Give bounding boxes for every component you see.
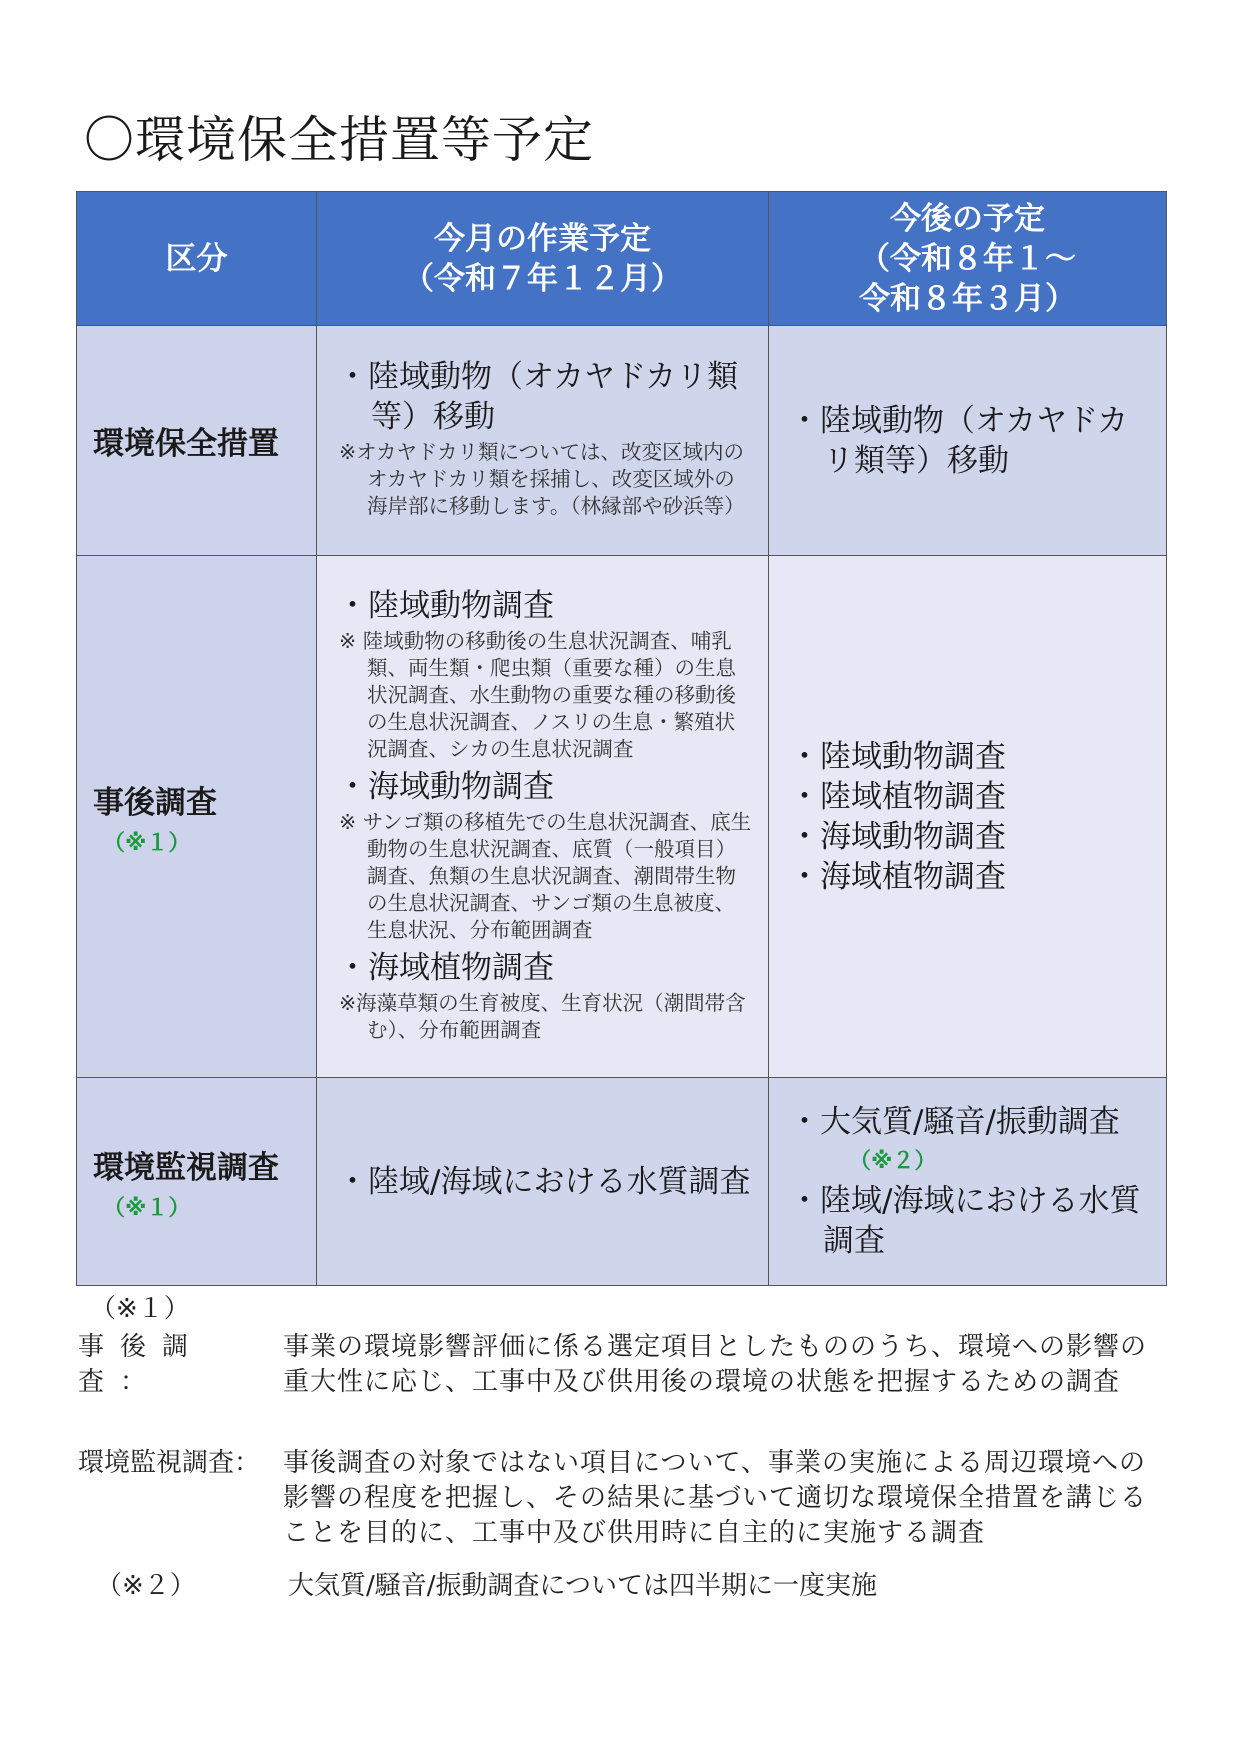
list-item: ・海域植物調査 <box>789 858 1006 895</box>
list-item: ・陸域/海域における水質調査 <box>789 1183 1141 1259</box>
row-this-month-cell <box>317 1078 769 1286</box>
list-item: ・海域植物調査 <box>337 949 554 986</box>
row-future-cell <box>769 556 1167 1078</box>
row-this-month-cell <box>317 326 769 556</box>
row-category-note: （※１） <box>103 830 191 856</box>
list-item: ・陸域植物調査 <box>789 778 1006 815</box>
list-item: ・陸域動物（オカヤドカリ類等）移動 <box>789 402 1129 479</box>
header-future <box>769 192 1167 326</box>
header-future-line1: 今後の予定 <box>890 200 1045 237</box>
header-future-line3: 令和８年３月） <box>859 280 1076 317</box>
header-future-line2: （令和８年１～ <box>859 240 1076 277</box>
table-row <box>77 556 1167 1078</box>
table-header-row <box>77 192 1167 326</box>
list-item: ・陸域動物調査 <box>789 738 1006 775</box>
list-item: ・海域動物調査 <box>337 768 554 805</box>
list-item: ・陸域動物調査 <box>337 587 554 624</box>
list-item: ・大気質/騒音/振動調査 <box>789 1104 1120 1140</box>
footnote-1-label: （※１） <box>90 1294 190 1324</box>
header-this-month-line1: 今月の作業予定 <box>434 220 651 257</box>
row-future-cell <box>769 326 1167 556</box>
item-note: ※ 陸域動物の移動後の生息状況調査、哺乳類、両生類・爬虫類（重要な種）の生息状況調査、水生動物の重要な種の移動後の生息状況調査、ノスリの生息・繁殖状況調査、シカの生息状況調査 <box>339 628 736 761</box>
row-category: 事後調査 <box>93 784 217 821</box>
footnote-2-label: （※２） <box>96 1571 196 1601</box>
row-this-month-cell <box>317 556 769 1078</box>
header-category-label: 区分 <box>165 240 228 277</box>
row-category-note: （※１） <box>103 1195 191 1221</box>
schedule-table <box>76 191 1167 1286</box>
header-this-month-line2: （令和７年１２月） <box>403 260 682 297</box>
item-note: ※オカヤドカリ類については、改変区域内のオカヤドカリ類を採捕し、改変区域外の海岸部に移動します。（林縁部や砂浜等） <box>339 440 745 518</box>
row-category: 環境監視調査 <box>93 1149 279 1186</box>
header-this-month <box>317 192 769 326</box>
footnote-2-body: 大気質/騒音/振動調査については四半期に一度実施 <box>288 1571 878 1601</box>
row-category-cell <box>77 326 317 556</box>
list-item: ・陸域/海域における水質調査 <box>337 1163 751 1200</box>
item-note: ※海藻草類の生育被度、生育状況（潮間帯含む）、分布範囲調査 <box>339 990 746 1042</box>
table-row <box>77 326 1167 556</box>
definition-term: 環境監視調査： <box>78 1448 261 1478</box>
row-category: 環境保全措置 <box>93 426 279 462</box>
definition-body: 事後調査の対象ではない項目について、事業の実施による周辺環境への影響の程度を把握し、その結果に基づいて適切な環境保全措置を講じることを目的に、工事中及び供用時に自主的に実施する調査 <box>283 1448 1148 1548</box>
row-category-cell <box>77 556 317 1078</box>
definition-post-survey <box>78 1330 1168 1400</box>
definition-monitoring-survey <box>78 1446 1168 1551</box>
list-item: ・海域動物調査 <box>789 818 1006 855</box>
list-item: ・陸域動物（オカヤドカリ類等）移動 <box>337 359 739 435</box>
definition-body: 事業の環境影響評価に係る選定項目としたもののうち、環境への影響の重大性に応じ、工事中及び供用後の環境の状態を把握するための調査 <box>283 1332 1148 1397</box>
item-note-green: （※２） <box>849 1149 937 1174</box>
header-category <box>77 192 317 326</box>
item-note: ※ サンゴ類の移植先での生息状況調査、底生動物の生息状況調査、底質（一般項目）調査、魚類の生息状況調査、潮間帯生物の生息状況調査、サンゴ類の生息被度、生息状況、分布範囲調査 <box>339 809 752 942</box>
page-title: 〇環境保全措置等予定 <box>84 111 594 169</box>
table-row <box>77 1078 1167 1286</box>
definition-term: 事後調査： <box>78 1332 205 1397</box>
row-future-cell <box>769 1078 1167 1286</box>
row-category-cell <box>77 1078 317 1286</box>
